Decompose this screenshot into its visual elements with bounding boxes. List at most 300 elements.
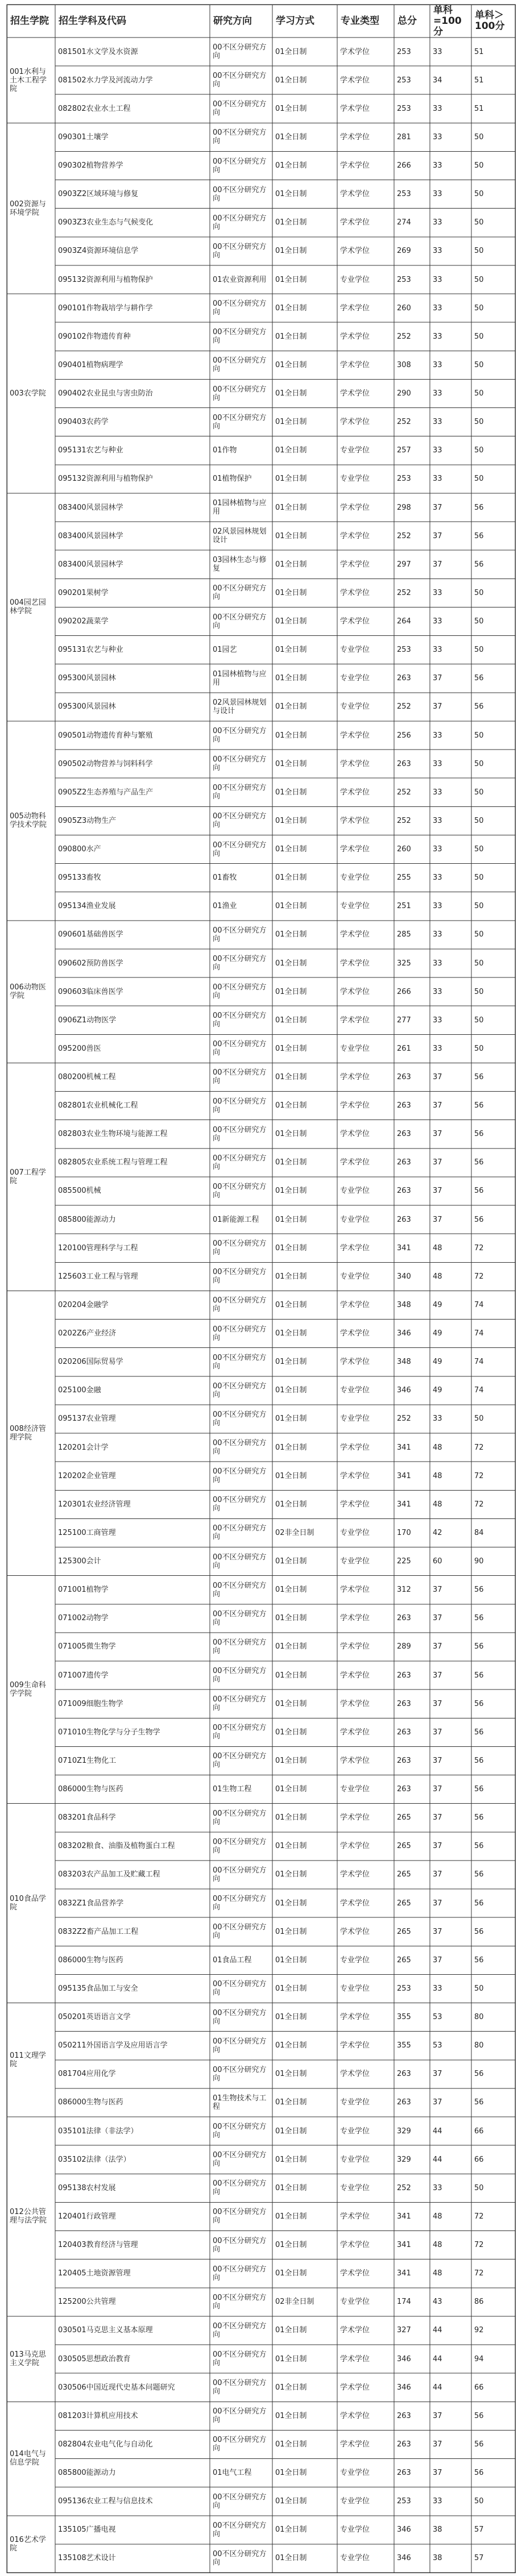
direction-cell-text: 01园林植物与应用 [213, 499, 267, 517]
college-cell-text: 016艺术学院 [10, 2535, 46, 2553]
direction-cell-text: 02风景园林规划与设计 [213, 698, 267, 715]
single-over-100-cell [471, 2459, 515, 2487]
degree-type-cell [337, 465, 394, 493]
college-cell-text: 013马克思主义学院 [10, 2350, 46, 2368]
total-score-cell-text: 266 [397, 987, 411, 996]
total-score-cell-text: 253 [397, 646, 411, 655]
single-100-cell [430, 1462, 471, 1490]
degree-type-cell-text: 学术学位 [340, 1158, 370, 1167]
direction-cell-text: 00不区分研究方向 [213, 2549, 267, 2567]
degree-type-cell [337, 1547, 394, 1576]
single-100-cell [430, 1433, 471, 1462]
single-over-100-cell [471, 2231, 515, 2259]
direction-cell-text: 00不区分研究方向 [213, 1809, 267, 1826]
degree-type-cell-text: 学术学位 [340, 560, 370, 569]
total-score-cell [394, 2316, 430, 2345]
total-score-cell-text: 253 [397, 475, 411, 484]
degree-type-cell [337, 636, 394, 664]
total-score-cell-text: 263 [397, 2098, 411, 2107]
degree-type-cell-text: 学术学位 [340, 360, 370, 369]
major-cell-text: 0710Z1生物化工 [58, 1756, 117, 1765]
degree-type-cell-text: 学术学位 [340, 1671, 370, 1680]
direction-cell-text: 00不区分研究方向 [213, 2521, 267, 2538]
direction-cell [210, 806, 272, 835]
single-over-100-cell-text: 74 [474, 1358, 484, 1367]
total-score-cell-text: 263 [397, 2440, 411, 2449]
direction-cell [210, 2202, 272, 2230]
study-mode-cell [272, 921, 337, 949]
major-cell-text: 090602预防兽医学 [58, 959, 123, 968]
single-100-cell [430, 2430, 471, 2458]
single-over-100-cell-text: 56 [474, 1072, 484, 1081]
college-cell [7, 1291, 55, 1575]
degree-type-cell [337, 1376, 394, 1405]
single-100-cell-text: 33 [433, 247, 442, 256]
total-score-cell [394, 1348, 430, 1376]
major-cell-text: 083400风景园林学 [58, 531, 123, 540]
direction-cell-text: 00不区分研究方向 [213, 1524, 267, 1542]
total-score-cell-text: 263 [397, 1699, 411, 1708]
major-cell [55, 1518, 210, 1547]
degree-type-cell-text: 学术学位 [340, 1927, 370, 1936]
direction-cell-text: 00不区分研究方向 [213, 2492, 267, 2510]
major-cell [55, 1291, 210, 1319]
single-100-cell-text: 33 [433, 475, 442, 484]
major-cell [55, 1120, 210, 1148]
study-mode-cell [272, 2345, 337, 2373]
single-100-cell-text: 37 [433, 1101, 442, 1110]
total-score-cell [394, 864, 430, 892]
single-100-cell [430, 1518, 471, 1547]
total-score-cell [394, 2003, 430, 2032]
direction-cell-text: 00不区分研究方向 [213, 1410, 267, 1428]
single-100-cell-text: 37 [433, 560, 442, 569]
direction-cell-text: 00不区分研究方向 [213, 2065, 267, 2083]
single-over-100-cell-text: 72 [474, 2212, 484, 2221]
study-mode-cell [272, 1518, 337, 1547]
direction-cell [210, 1518, 272, 1547]
degree-type-cell-text: 学术学位 [340, 1813, 370, 1822]
study-mode-cell-text: 01全日制 [275, 2126, 307, 2136]
single-over-100-cell-text: 50 [474, 303, 484, 313]
major-cell-text: 083203农产品加工及贮藏工程 [58, 1870, 160, 1879]
major-cell [55, 1348, 210, 1376]
single-100-cell [430, 1234, 471, 1262]
degree-type-cell-text: 学术学位 [340, 1842, 370, 1851]
study-mode-cell [272, 2003, 337, 2032]
major-cell-text: 086000生物与医药 [58, 1785, 123, 1794]
single-over-100-cell-text: 56 [474, 1927, 484, 1936]
major-cell-text: 095300风景园林 [58, 674, 116, 683]
single-100-cell-text: 33 [433, 360, 442, 369]
total-score-cell [394, 2373, 430, 2402]
single-100-cell [430, 1320, 471, 1348]
direction-cell-text: 01新能源工程 [213, 1215, 259, 1224]
header-study-mode [272, 5, 337, 38]
degree-type-cell-text: 学术学位 [340, 2013, 370, 2022]
degree-type-cell [337, 493, 394, 522]
degree-type-cell-text: 学术学位 [340, 1585, 370, 1595]
degree-type-cell [337, 750, 394, 778]
major-cell-text: 125603工业工程与管理 [58, 1272, 138, 1281]
total-score-cell-text: 269 [397, 247, 411, 256]
total-score-cell [394, 151, 430, 180]
single-100-cell-text: 44 [433, 2354, 442, 2363]
major-cell-text: 0903Z3农业生态与气候变化 [58, 218, 154, 227]
degree-type-cell [337, 1576, 394, 1604]
total-score-cell [394, 2544, 430, 2573]
single-100-cell-text: 49 [433, 1358, 442, 1367]
study-mode-cell-text: 01全日制 [275, 247, 307, 256]
degree-type-cell [337, 2117, 394, 2145]
study-mode-cell-text: 01全日制 [275, 76, 307, 85]
major-cell-text: 095135食品加工与安全 [58, 1984, 138, 1993]
degree-type-cell-text: 学术学位 [340, 1728, 370, 1737]
single-over-100-cell [471, 2402, 515, 2430]
degree-type-cell-text: 专业学位 [340, 1187, 370, 1196]
single-over-100-cell [471, 1234, 515, 1262]
degree-type-cell [337, 2316, 394, 2345]
direction-cell [210, 1718, 272, 1746]
major-cell-text: 083202粮食、油脂及植物蛋白工程 [58, 1842, 175, 1851]
single-over-100-cell [471, 1405, 515, 1433]
major-cell [55, 1006, 210, 1034]
single-100-cell [430, 693, 471, 721]
single-over-100-cell-text: 50 [474, 418, 484, 427]
major-cell-text: 120403教育经济与管理 [58, 2241, 138, 2250]
major-cell-text: 0905Z2生态养殖与产品生产 [58, 788, 154, 797]
single-over-100-cell [471, 2259, 515, 2288]
single-over-100-cell [471, 2288, 515, 2316]
total-score-cell [394, 94, 430, 123]
single-100-cell [430, 1348, 471, 1376]
direction-cell [210, 2231, 272, 2259]
single-over-100-cell [471, 38, 515, 66]
single-over-100-cell-text: 50 [474, 332, 484, 341]
study-mode-cell [272, 1718, 337, 1746]
total-score-cell [394, 892, 430, 921]
major-cell-text: 095131农艺与种业 [58, 646, 123, 655]
total-score-cell-text: 257 [397, 446, 411, 455]
degree-type-cell [337, 1405, 394, 1433]
study-mode-cell-text: 01全日制 [275, 1728, 307, 1737]
single-over-100-cell [471, 1661, 515, 1689]
degree-type-cell [337, 1746, 394, 1775]
degree-type-cell [337, 778, 394, 806]
total-score-cell [394, 1405, 430, 1433]
single-100-cell [430, 921, 471, 949]
study-mode-cell [272, 1604, 337, 1633]
major-cell-text: 083201食品科学 [58, 1813, 116, 1822]
single-over-100-cell [471, 892, 515, 921]
degree-type-cell [337, 436, 394, 465]
single-over-100-cell-text: 56 [474, 1642, 484, 1651]
major-cell-text: 090402农业昆虫与害虫防治 [58, 389, 153, 398]
degree-type-cell [337, 1320, 394, 1348]
degree-type-cell-text: 专业学位 [340, 1414, 370, 1424]
degree-type-cell [337, 1092, 394, 1120]
direction-cell [210, 294, 272, 322]
college-cell-text: 009生命科学学院 [10, 1681, 46, 1699]
direction-cell [210, 436, 272, 465]
major-cell [55, 921, 210, 949]
major-cell-text: 095138农村发展 [58, 2183, 116, 2192]
single-over-100-cell-text: 72 [474, 2241, 484, 2250]
total-score-cell-text: 297 [397, 560, 411, 569]
degree-type-cell-text: 学术学位 [340, 1443, 370, 1452]
major-cell [55, 436, 210, 465]
single-over-100-cell [471, 1832, 515, 1861]
total-score-cell [394, 209, 430, 237]
direction-cell-text: 01食品工程 [213, 1955, 252, 1965]
direction-cell-text: 01电气工程 [213, 2469, 252, 2478]
degree-type-cell [337, 2088, 394, 2117]
total-score-cell-text: 263 [397, 2469, 411, 2478]
direction-cell-text: 00不区分研究方向 [213, 1467, 267, 1485]
direction-cell [210, 2060, 272, 2088]
direction-cell [210, 636, 272, 664]
single-over-100-cell-text: 50 [474, 2497, 484, 2506]
degree-type-cell [337, 1433, 394, 1462]
single-over-100-cell [471, 1775, 515, 1804]
direction-cell-text: 00不区分研究方向 [213, 784, 267, 801]
total-score-cell-text: 265 [397, 1899, 411, 1908]
major-cell [55, 66, 210, 94]
major-cell [55, 949, 210, 977]
header-single-over-100 [471, 5, 515, 38]
degree-type-cell [337, 180, 394, 209]
study-mode-cell-text: 01全日制 [275, 646, 307, 655]
major-cell [55, 1547, 210, 1576]
major-cell-text: 020204金融学 [58, 1300, 109, 1309]
major-cell-text: 085500机械 [58, 1187, 101, 1196]
single-over-100-cell-text: 56 [474, 1101, 484, 1110]
single-100-cell-text: 33 [433, 303, 442, 313]
direction-cell-text: 00不区分研究方向 [213, 1609, 267, 1627]
direction-cell [210, 1746, 272, 1775]
single-over-100-cell-text: 56 [474, 503, 484, 512]
college-cell [7, 1063, 55, 1291]
single-over-100-cell-text: 92 [474, 2326, 484, 2335]
single-over-100-cell [471, 94, 515, 123]
direction-cell [210, 1177, 272, 1205]
study-mode-cell [272, 1177, 337, 1205]
major-cell-text: 085800能源动力 [58, 2469, 116, 2478]
single-over-100-cell-text: 56 [474, 2098, 484, 2107]
degree-type-cell [337, 322, 394, 351]
single-100-cell-text: 48 [433, 1471, 442, 1480]
college-cell [7, 2117, 55, 2316]
header-direction-text: 研究方向 [213, 15, 252, 27]
single-100-cell [430, 2259, 471, 2288]
single-100-cell [430, 1205, 471, 1234]
total-score-cell-text: 290 [397, 389, 411, 398]
total-score-cell-text: 265 [397, 1927, 411, 1936]
college-cell [7, 2402, 55, 2515]
total-score-cell-text: 252 [397, 788, 411, 797]
total-score-cell-text: 263 [397, 1614, 411, 1623]
single-over-100-cell [471, 1291, 515, 1319]
single-over-100-cell-text: 50 [474, 987, 484, 996]
major-cell [55, 1205, 210, 1234]
degree-type-cell-text: 专业学位 [340, 2155, 370, 2164]
total-score-cell [394, 977, 430, 1006]
college-cell [7, 2516, 55, 2573]
total-score-cell-text: 225 [397, 1557, 411, 1566]
direction-cell-text: 00不区分研究方向 [213, 2436, 267, 2453]
total-score-cell-text: 263 [397, 759, 411, 768]
major-cell [55, 522, 210, 550]
degree-type-cell-text: 学术学位 [340, 1642, 370, 1651]
direction-cell-text: 00不区分研究方向 [213, 1381, 267, 1399]
degree-type-cell-text: 学术学位 [340, 1300, 370, 1309]
total-score-cell-text: 253 [397, 47, 411, 56]
total-score-cell [394, 1433, 430, 1462]
degree-type-cell [337, 2544, 394, 2573]
study-mode-cell [272, 579, 337, 607]
study-mode-cell [272, 1433, 337, 1462]
major-cell [55, 1177, 210, 1205]
study-mode-cell [272, 2145, 337, 2174]
study-mode-cell-text: 01全日制 [275, 1101, 307, 1110]
single-100-cell [430, 636, 471, 664]
single-over-100-cell-text: 56 [474, 1215, 484, 1224]
study-mode-cell [272, 2032, 337, 2060]
study-mode-cell [272, 66, 337, 94]
direction-cell-text: 00不区分研究方向 [213, 2265, 267, 2282]
study-mode-cell [272, 180, 337, 209]
single-over-100-cell [471, 2316, 515, 2345]
total-score-cell [394, 2117, 430, 2145]
major-cell [55, 864, 210, 892]
study-mode-cell-text: 01全日制 [275, 2554, 307, 2563]
single-100-cell [430, 1775, 471, 1804]
single-over-100-cell-text: 50 [474, 275, 484, 284]
total-score-cell [394, 2288, 430, 2316]
single-over-100-cell [471, 806, 515, 835]
study-mode-cell [272, 778, 337, 806]
study-mode-cell-text: 01全日制 [275, 1756, 307, 1765]
study-mode-cell [272, 2516, 337, 2544]
single-100-cell [430, 1063, 471, 1091]
degree-type-cell-text: 学术学位 [340, 1899, 370, 1908]
major-cell-text: 071010生物化学与分子生物学 [58, 1728, 160, 1737]
total-score-cell [394, 465, 430, 493]
direction-cell-text: 00不区分研究方向 [213, 1040, 267, 1058]
study-mode-cell [272, 977, 337, 1006]
single-over-100-cell [471, 2202, 515, 2230]
single-over-100-cell [471, 721, 515, 750]
study-mode-cell [272, 1376, 337, 1405]
total-score-cell-text: 253 [397, 76, 411, 85]
degree-type-cell-text: 专业学位 [340, 2525, 370, 2535]
single-over-100-cell [471, 294, 515, 322]
direction-cell-text: 01植物保护 [213, 475, 252, 484]
total-score-cell-text: 261 [397, 1044, 411, 1053]
total-score-cell [394, 2459, 430, 2487]
study-mode-cell [272, 1034, 337, 1063]
total-score-cell-text: 341 [397, 1243, 411, 1252]
single-over-100-cell [471, 1889, 515, 1917]
study-mode-cell-text: 01全日制 [275, 2041, 307, 2050]
major-cell [55, 1320, 210, 1348]
single-100-cell-text: 33 [433, 816, 442, 825]
direction-cell [210, 209, 272, 237]
degree-type-cell [337, 2060, 394, 2088]
header-college-text: 招生学院 [10, 15, 49, 27]
direction-cell [210, 2288, 272, 2316]
degree-type-cell-text: 专业学位 [340, 2098, 370, 2107]
total-score-cell [394, 721, 430, 750]
major-cell-text: 071005微生物学 [58, 1642, 116, 1651]
study-mode-cell [272, 322, 337, 351]
total-score-cell [394, 2430, 430, 2458]
single-over-100-cell [471, 180, 515, 209]
single-100-cell [430, 1148, 471, 1177]
major-cell [55, 693, 210, 721]
major-cell-text: 020206国际贸易学 [58, 1358, 123, 1367]
degree-type-cell [337, 2202, 394, 2230]
single-over-100-cell-text: 56 [474, 2411, 484, 2420]
total-score-cell [394, 1633, 430, 1661]
total-score-cell [394, 1604, 430, 1633]
single-100-cell [430, 2544, 471, 2573]
major-cell [55, 2487, 210, 2516]
direction-cell [210, 2487, 272, 2516]
study-mode-cell-text: 01全日制 [275, 2354, 307, 2363]
degree-type-cell-text: 学术学位 [340, 987, 370, 996]
major-cell [55, 977, 210, 1006]
degree-type-cell [337, 1633, 394, 1661]
direction-cell [210, 2259, 272, 2288]
single-over-100-cell-text: 51 [474, 104, 484, 113]
direction-cell [210, 2174, 272, 2202]
major-cell-text: 085800能源动力 [58, 1215, 116, 1224]
direction-cell [210, 465, 272, 493]
direction-cell [210, 750, 272, 778]
college-cell [7, 38, 55, 123]
single-100-cell [430, 949, 471, 977]
study-mode-cell-text: 01全日制 [275, 218, 307, 227]
study-mode-cell-text: 01全日制 [275, 1386, 307, 1395]
total-score-cell [394, 1205, 430, 1234]
degree-type-cell-text: 学术学位 [340, 816, 370, 825]
major-cell [55, 1034, 210, 1063]
total-score-cell-text: 341 [397, 1500, 411, 1509]
total-score-cell-text: 252 [397, 531, 411, 540]
study-mode-cell [272, 1974, 337, 2003]
single-over-100-cell-text: 50 [474, 930, 484, 939]
total-score-cell-text: 274 [397, 218, 411, 227]
single-over-100-cell-text: 56 [474, 702, 484, 711]
study-mode-cell [272, 351, 337, 379]
study-mode-cell [272, 1063, 337, 1091]
study-mode-cell-text: 01全日制 [275, 1899, 307, 1908]
single-100-cell-text: 44 [433, 2383, 442, 2392]
degree-type-cell-text: 学术学位 [340, 161, 370, 170]
study-mode-cell-text: 01全日制 [275, 588, 307, 597]
major-cell [55, 1917, 210, 1946]
single-100-cell-text: 37 [433, 674, 442, 683]
direction-cell-text: 00不区分研究方向 [213, 1980, 267, 1997]
single-100-cell [430, 1177, 471, 1205]
major-cell-text: 095136农业工程与信息技术 [58, 2497, 153, 2506]
single-100-cell-text: 33 [433, 759, 442, 768]
direction-cell-text: 01渔业 [213, 902, 237, 911]
direction-cell-text: 01作物 [213, 446, 237, 455]
single-over-100-cell [471, 1433, 515, 1462]
major-cell [55, 2088, 210, 2117]
